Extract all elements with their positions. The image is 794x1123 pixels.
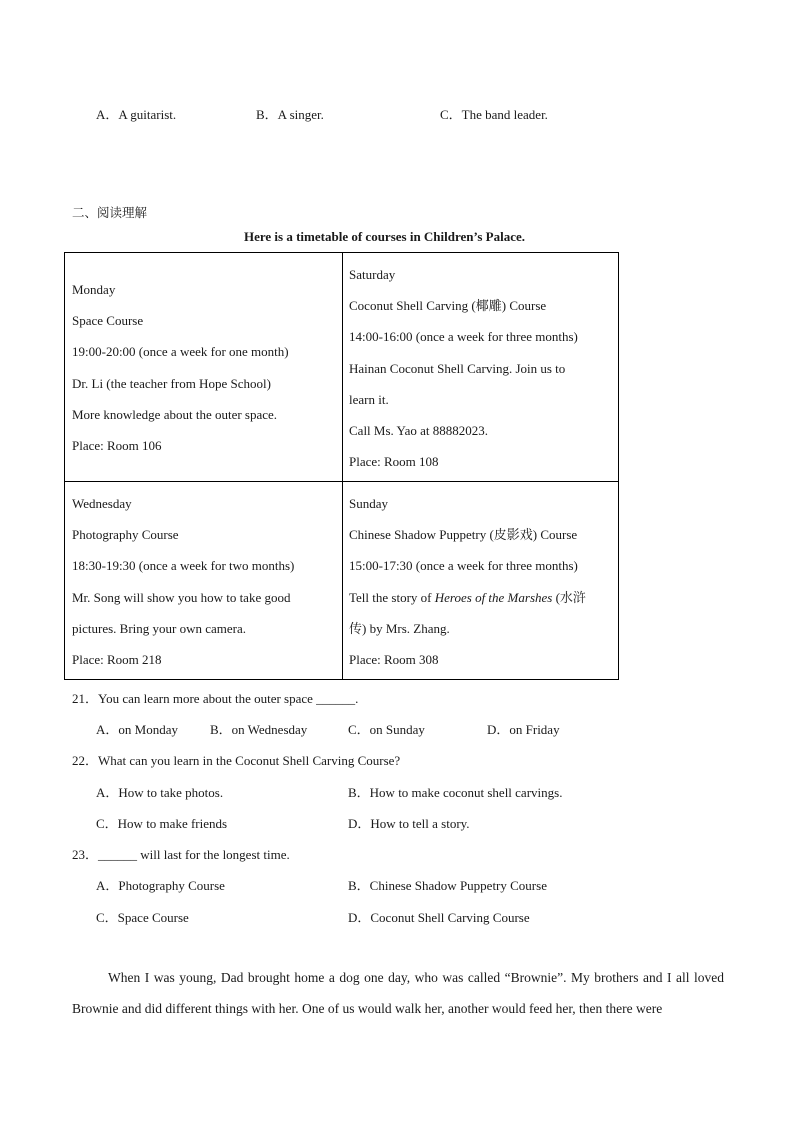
question-21-option-d[interactable]: D．on Friday (487, 722, 560, 737)
saturday-desc-2: learn it. (349, 391, 389, 407)
cell-monday (72, 274, 289, 461)
prev-option-a: A．A guitarist. (96, 107, 177, 122)
sunday-book-title: Heroes of the Marshes (434, 589, 553, 605)
sunday-place: Place: Room 308 (349, 652, 439, 668)
saturday-day: Saturday (349, 267, 396, 282)
question-22-stem: 22．What can you learn in the Coconut Shell Carving Course? (72, 753, 401, 768)
passage-text: When I was young, Dad brought home a dog one day, who was called “Brownie”. My brothers and I all loved Brownie and did different things with her. One of us would walk her, another would feed her, then there were (72, 970, 724, 1016)
monday-teacher: Dr. Li (the teacher from Hope School) (72, 375, 271, 391)
wednesday-day: Wednesday (72, 496, 132, 511)
question-23-option-d[interactable]: D．Coconut Shell Carving Course (348, 910, 530, 925)
question-21-option-c[interactable]: C．on Sunday (348, 722, 425, 737)
sunday-desc-1 (349, 582, 586, 613)
sunday-desc-2: 传) by Mrs. Zhang. (349, 620, 450, 636)
wednesday-time: 18:30-19:30 (once a week for two months) (72, 558, 295, 574)
cell-saturday (349, 259, 578, 477)
question-21-option-a[interactable]: A．on Monday (96, 722, 178, 737)
timetable-title: Here is a timetable of courses in Children’s Palace. (244, 229, 526, 244)
question-23-option-c[interactable]: C．Space Course (96, 910, 189, 925)
monday-course: Space Course (72, 313, 144, 329)
sunday-course: Chinese Shadow Puppetry (皮影戏) Course (349, 527, 578, 543)
saturday-course: Coconut Shell Carving (椰雕) Course (349, 298, 547, 314)
question-23-option-a[interactable]: A．Photography Course (96, 878, 225, 893)
monday-day: Monday (72, 282, 116, 297)
cell-sunday (349, 488, 586, 675)
sunday-time: 15:00-17:30 (once a week for three months) (349, 558, 578, 574)
question-22-option-a[interactable]: A．How to take photos. (96, 785, 224, 800)
sunday-desc-1-post: (水浒 (552, 589, 586, 605)
wednesday-course: Photography Course (72, 527, 179, 543)
timetable (64, 252, 619, 680)
table-divider-horizontal (65, 481, 618, 482)
prev-option-c: C．The band leader. (440, 107, 548, 122)
wednesday-desc-2: pictures. Bring your own camera. (72, 620, 247, 636)
saturday-time: 14:00-16:00 (once a week for three months) (349, 329, 578, 345)
monday-time: 19:00-20:00 (once a week for one month) (72, 344, 289, 360)
question-22-option-c[interactable]: C．How to make friends (96, 816, 228, 831)
table-divider-vertical (342, 253, 343, 679)
saturday-place: Place: Room 108 (349, 454, 439, 470)
sunday-desc-1-pre: Tell the story of (349, 589, 435, 605)
cell-wednesday (72, 488, 294, 675)
monday-desc: More knowledge about the outer space. (72, 406, 278, 422)
question-22-option-d[interactable]: D．How to tell a story. (348, 816, 470, 831)
section-title: 二、阅读理解 (72, 205, 148, 220)
monday-place: Place: Room 106 (72, 438, 162, 454)
wednesday-place: Place: Room 218 (72, 652, 162, 668)
reading-passage (72, 962, 724, 1024)
saturday-desc-1: Hainan Coconut Shell Carving. Join us to (349, 360, 566, 376)
saturday-call: Call Ms. Yao at 88882023. (349, 423, 489, 439)
sunday-day: Sunday (349, 496, 388, 511)
question-22-option-b[interactable]: B．How to make coconut shell carvings. (348, 785, 563, 800)
question-23-stem: 23．______ will last for the longest time. (72, 847, 290, 862)
question-21-option-b[interactable]: B．on Wednesday (210, 722, 308, 737)
question-23-option-b[interactable]: B．Chinese Shadow Puppetry Course (348, 878, 547, 893)
wednesday-desc-1: Mr. Song will show you how to take good (72, 589, 291, 605)
question-21-stem: 21．You can learn more about the outer space ______. (72, 691, 359, 706)
prev-option-b: B．A singer. (256, 107, 324, 122)
